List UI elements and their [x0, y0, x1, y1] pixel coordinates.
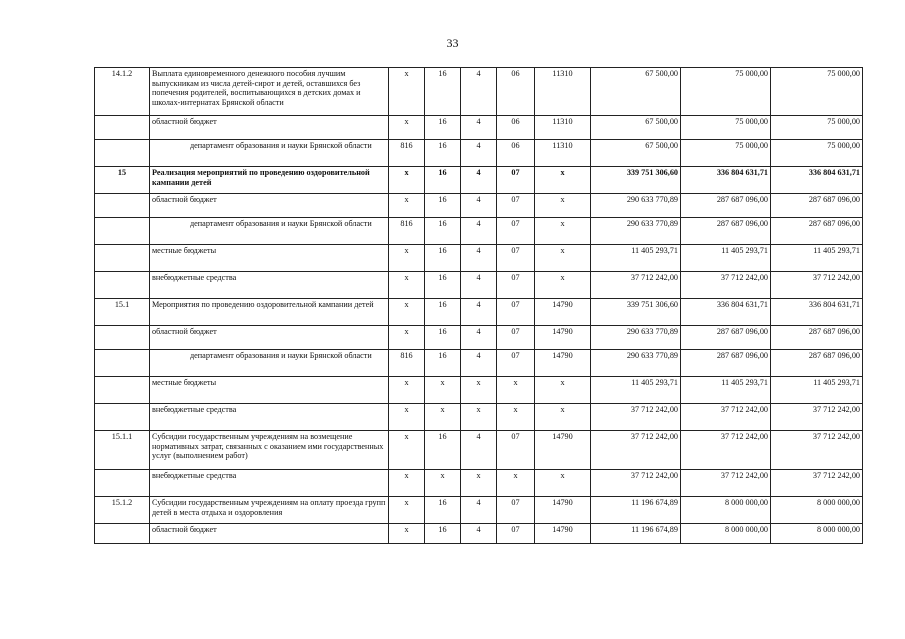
cell-value-2: 287 687 096,00 [681, 194, 771, 218]
cell-activity: 06 [497, 116, 535, 140]
cell-direction: 14790 [535, 350, 591, 377]
cell-program: 16 [425, 167, 461, 194]
table-row [95, 524, 863, 544]
cell-activity: 07 [497, 167, 535, 194]
cell-value-2: 75 000,00 [681, 140, 771, 167]
cell-value-1: 67 500,00 [591, 140, 681, 167]
cell-value-2: 8 000 000,00 [681, 524, 771, 544]
cell-admin: x [389, 377, 425, 404]
cell-value-2: 37 712 242,00 [681, 470, 771, 497]
cell-value-1: 37 712 242,00 [591, 470, 681, 497]
cell-activity: 07 [497, 497, 535, 524]
table-row [95, 326, 863, 350]
cell-value-3: 336 804 631,71 [771, 299, 863, 326]
row-name: областной бюджет [150, 116, 389, 140]
table-row [95, 350, 863, 377]
row-name: департамент образования и науки Брянской области [150, 350, 389, 377]
cell-direction: 14790 [535, 326, 591, 350]
cell-program: 16 [425, 194, 461, 218]
row-name: областной бюджет [150, 326, 389, 350]
table-row [95, 68, 863, 116]
cell-direction: 14790 [535, 299, 591, 326]
cell-value-2: 11 405 293,71 [681, 377, 771, 404]
cell-activity: 06 [497, 68, 535, 116]
cell-program: 16 [425, 68, 461, 116]
cell-value-1: 11 196 674,89 [591, 524, 681, 544]
row-number [95, 116, 150, 140]
cell-activity: 06 [497, 140, 535, 167]
row-number [95, 272, 150, 299]
row-number [95, 218, 150, 245]
cell-program: 16 [425, 497, 461, 524]
table-row [95, 140, 863, 167]
cell-value-3: 287 687 096,00 [771, 194, 863, 218]
cell-value-3: 11 405 293,71 [771, 245, 863, 272]
row-number [95, 140, 150, 167]
cell-activity: x [497, 470, 535, 497]
cell-value-1: 290 633 770,89 [591, 350, 681, 377]
cell-activity: 07 [497, 431, 535, 470]
row-name: Субсидии государственным учреждениям на возмещение нормативных затрат, связанных с оказанием ими государственных услуг (выполнением работ) [150, 431, 389, 470]
cell-activity: 07 [497, 245, 535, 272]
cell-subprogram: 4 [461, 524, 497, 544]
row-name: департамент образования и науки Брянской области [150, 140, 389, 167]
cell-program: x [425, 404, 461, 431]
cell-subprogram: 4 [461, 431, 497, 470]
cell-value-2: 37 712 242,00 [681, 404, 771, 431]
cell-admin: x [389, 497, 425, 524]
cell-subprogram: 4 [461, 326, 497, 350]
cell-value-3: 11 405 293,71 [771, 377, 863, 404]
cell-subprogram: 4 [461, 497, 497, 524]
cell-program: 16 [425, 524, 461, 544]
cell-direction: 14790 [535, 497, 591, 524]
page-number: 33 [446, 36, 459, 50]
cell-value-3: 75 000,00 [771, 68, 863, 116]
cell-program: 16 [425, 326, 461, 350]
cell-activity: 07 [497, 326, 535, 350]
cell-value-2: 75 000,00 [681, 68, 771, 116]
cell-direction: x [535, 272, 591, 299]
cell-direction: 14790 [535, 524, 591, 544]
cell-admin: 816 [389, 140, 425, 167]
cell-value-1: 290 633 770,89 [591, 326, 681, 350]
row-number [95, 524, 150, 544]
row-number [95, 470, 150, 497]
cell-admin: x [389, 272, 425, 299]
row-number: 15 [95, 167, 150, 194]
cell-value-1: 11 196 674,89 [591, 497, 681, 524]
row-number: 14.1.2 [95, 68, 150, 116]
row-name: внебюджетные средства [150, 470, 389, 497]
cell-direction: x [535, 167, 591, 194]
table-row [95, 218, 863, 245]
table-row [95, 431, 863, 470]
row-name: внебюджетные средства [150, 404, 389, 431]
cell-program: 16 [425, 299, 461, 326]
cell-direction: x [535, 245, 591, 272]
row-number: 15.1 [95, 299, 150, 326]
row-name: департамент образования и науки Брянской области [150, 218, 389, 245]
table-row [95, 404, 863, 431]
table-row [95, 194, 863, 218]
cell-direction: 11310 [535, 68, 591, 116]
cell-value-1: 290 633 770,89 [591, 218, 681, 245]
cell-value-2: 37 712 242,00 [681, 272, 771, 299]
cell-program: x [425, 377, 461, 404]
cell-value-3: 37 712 242,00 [771, 272, 863, 299]
table-row [95, 470, 863, 497]
cell-admin: x [389, 470, 425, 497]
cell-activity: 07 [497, 524, 535, 544]
cell-value-3: 8 000 000,00 [771, 497, 863, 524]
row-name: местные бюджеты [150, 245, 389, 272]
cell-subprogram: 4 [461, 194, 497, 218]
cell-subprogram: x [461, 470, 497, 497]
cell-program: 16 [425, 116, 461, 140]
cell-value-2: 287 687 096,00 [681, 218, 771, 245]
cell-subprogram: 4 [461, 68, 497, 116]
row-name: местные бюджеты [150, 377, 389, 404]
cell-direction: x [535, 218, 591, 245]
cell-direction: x [535, 404, 591, 431]
cell-subprogram: 4 [461, 167, 497, 194]
cell-activity: x [497, 377, 535, 404]
budget-table [94, 67, 863, 544]
cell-admin: x [389, 524, 425, 544]
cell-value-3: 287 687 096,00 [771, 218, 863, 245]
cell-activity: 07 [497, 299, 535, 326]
cell-program: 16 [425, 272, 461, 299]
cell-program: 16 [425, 431, 461, 470]
cell-program: x [425, 470, 461, 497]
cell-direction: x [535, 194, 591, 218]
cell-value-3: 75 000,00 [771, 140, 863, 167]
row-name: областной бюджет [150, 194, 389, 218]
table-row [95, 497, 863, 524]
row-number [95, 404, 150, 431]
cell-subprogram: 4 [461, 350, 497, 377]
cell-subprogram: 4 [461, 140, 497, 167]
cell-value-2: 11 405 293,71 [681, 245, 771, 272]
cell-value-3: 287 687 096,00 [771, 326, 863, 350]
cell-value-2: 287 687 096,00 [681, 350, 771, 377]
cell-admin: x [389, 68, 425, 116]
cell-value-3: 336 804 631,71 [771, 167, 863, 194]
cell-admin: x [389, 404, 425, 431]
cell-admin: 816 [389, 350, 425, 377]
cell-value-3: 37 712 242,00 [771, 470, 863, 497]
cell-subprogram: 4 [461, 299, 497, 326]
cell-value-1: 11 405 293,71 [591, 377, 681, 404]
cell-program: 16 [425, 245, 461, 272]
cell-direction: 14790 [535, 431, 591, 470]
row-name: Реализация мероприятий по проведению оздоровительной кампании детей [150, 167, 389, 194]
row-name: Субсидии государственным учреждениям на оплату проезда групп детей в места отдыха и оздоровления [150, 497, 389, 524]
cell-value-1: 339 751 306,60 [591, 299, 681, 326]
table-row [95, 116, 863, 140]
table-row [95, 299, 863, 326]
row-name: внебюджетные средства [150, 272, 389, 299]
cell-direction: 11310 [535, 116, 591, 140]
cell-admin: x [389, 245, 425, 272]
cell-value-3: 287 687 096,00 [771, 350, 863, 377]
cell-value-2: 8 000 000,00 [681, 497, 771, 524]
cell-value-2: 336 804 631,71 [681, 299, 771, 326]
cell-activity: 07 [497, 218, 535, 245]
cell-program: 16 [425, 350, 461, 377]
cell-value-1: 339 751 306,60 [591, 167, 681, 194]
cell-admin: x [389, 167, 425, 194]
cell-value-2: 75 000,00 [681, 116, 771, 140]
cell-value-1: 290 633 770,89 [591, 194, 681, 218]
cell-subprogram: 4 [461, 218, 497, 245]
table-row [95, 377, 863, 404]
cell-value-3: 8 000 000,00 [771, 524, 863, 544]
cell-program: 16 [425, 218, 461, 245]
cell-subprogram: x [461, 377, 497, 404]
cell-activity: 07 [497, 272, 535, 299]
cell-value-2: 336 804 631,71 [681, 167, 771, 194]
row-number [95, 245, 150, 272]
cell-subprogram: 4 [461, 272, 497, 299]
cell-value-3: 75 000,00 [771, 116, 863, 140]
cell-value-1: 37 712 242,00 [591, 272, 681, 299]
cell-activity: 07 [497, 194, 535, 218]
cell-value-3: 37 712 242,00 [771, 404, 863, 431]
row-number [95, 377, 150, 404]
table-row [95, 272, 863, 299]
cell-value-2: 287 687 096,00 [681, 326, 771, 350]
cell-activity: x [497, 404, 535, 431]
cell-subprogram: 4 [461, 245, 497, 272]
row-name: Выплата единовременного денежного пособия лучшим выпускникам из числа детей-сирот и детей, оставшихся без попечения родителей, воспитывающихся в детских домах и школах-интернатах Брянской области [150, 68, 389, 116]
table-row [95, 167, 863, 194]
table-row [95, 245, 863, 272]
cell-value-1: 37 712 242,00 [591, 404, 681, 431]
row-name: областной бюджет [150, 524, 389, 544]
row-number [95, 350, 150, 377]
cell-admin: x [389, 326, 425, 350]
cell-admin: x [389, 431, 425, 470]
row-number: 15.1.2 [95, 497, 150, 524]
cell-admin: 816 [389, 218, 425, 245]
row-number: 15.1.1 [95, 431, 150, 470]
cell-program: 16 [425, 140, 461, 167]
cell-value-1: 11 405 293,71 [591, 245, 681, 272]
row-number [95, 326, 150, 350]
cell-value-1: 37 712 242,00 [591, 431, 681, 470]
cell-direction: x [535, 470, 591, 497]
cell-direction: x [535, 377, 591, 404]
cell-value-2: 37 712 242,00 [681, 431, 771, 470]
cell-admin: x [389, 116, 425, 140]
cell-direction: 11310 [535, 140, 591, 167]
row-number [95, 194, 150, 218]
cell-value-3: 37 712 242,00 [771, 431, 863, 470]
cell-activity: 07 [497, 350, 535, 377]
row-name: Мероприятия по проведению оздоровительной кампании детей [150, 299, 389, 326]
cell-value-1: 67 500,00 [591, 116, 681, 140]
cell-subprogram: 4 [461, 116, 497, 140]
cell-subprogram: x [461, 404, 497, 431]
cell-value-1: 67 500,00 [591, 68, 681, 116]
cell-admin: x [389, 194, 425, 218]
cell-admin: x [389, 299, 425, 326]
